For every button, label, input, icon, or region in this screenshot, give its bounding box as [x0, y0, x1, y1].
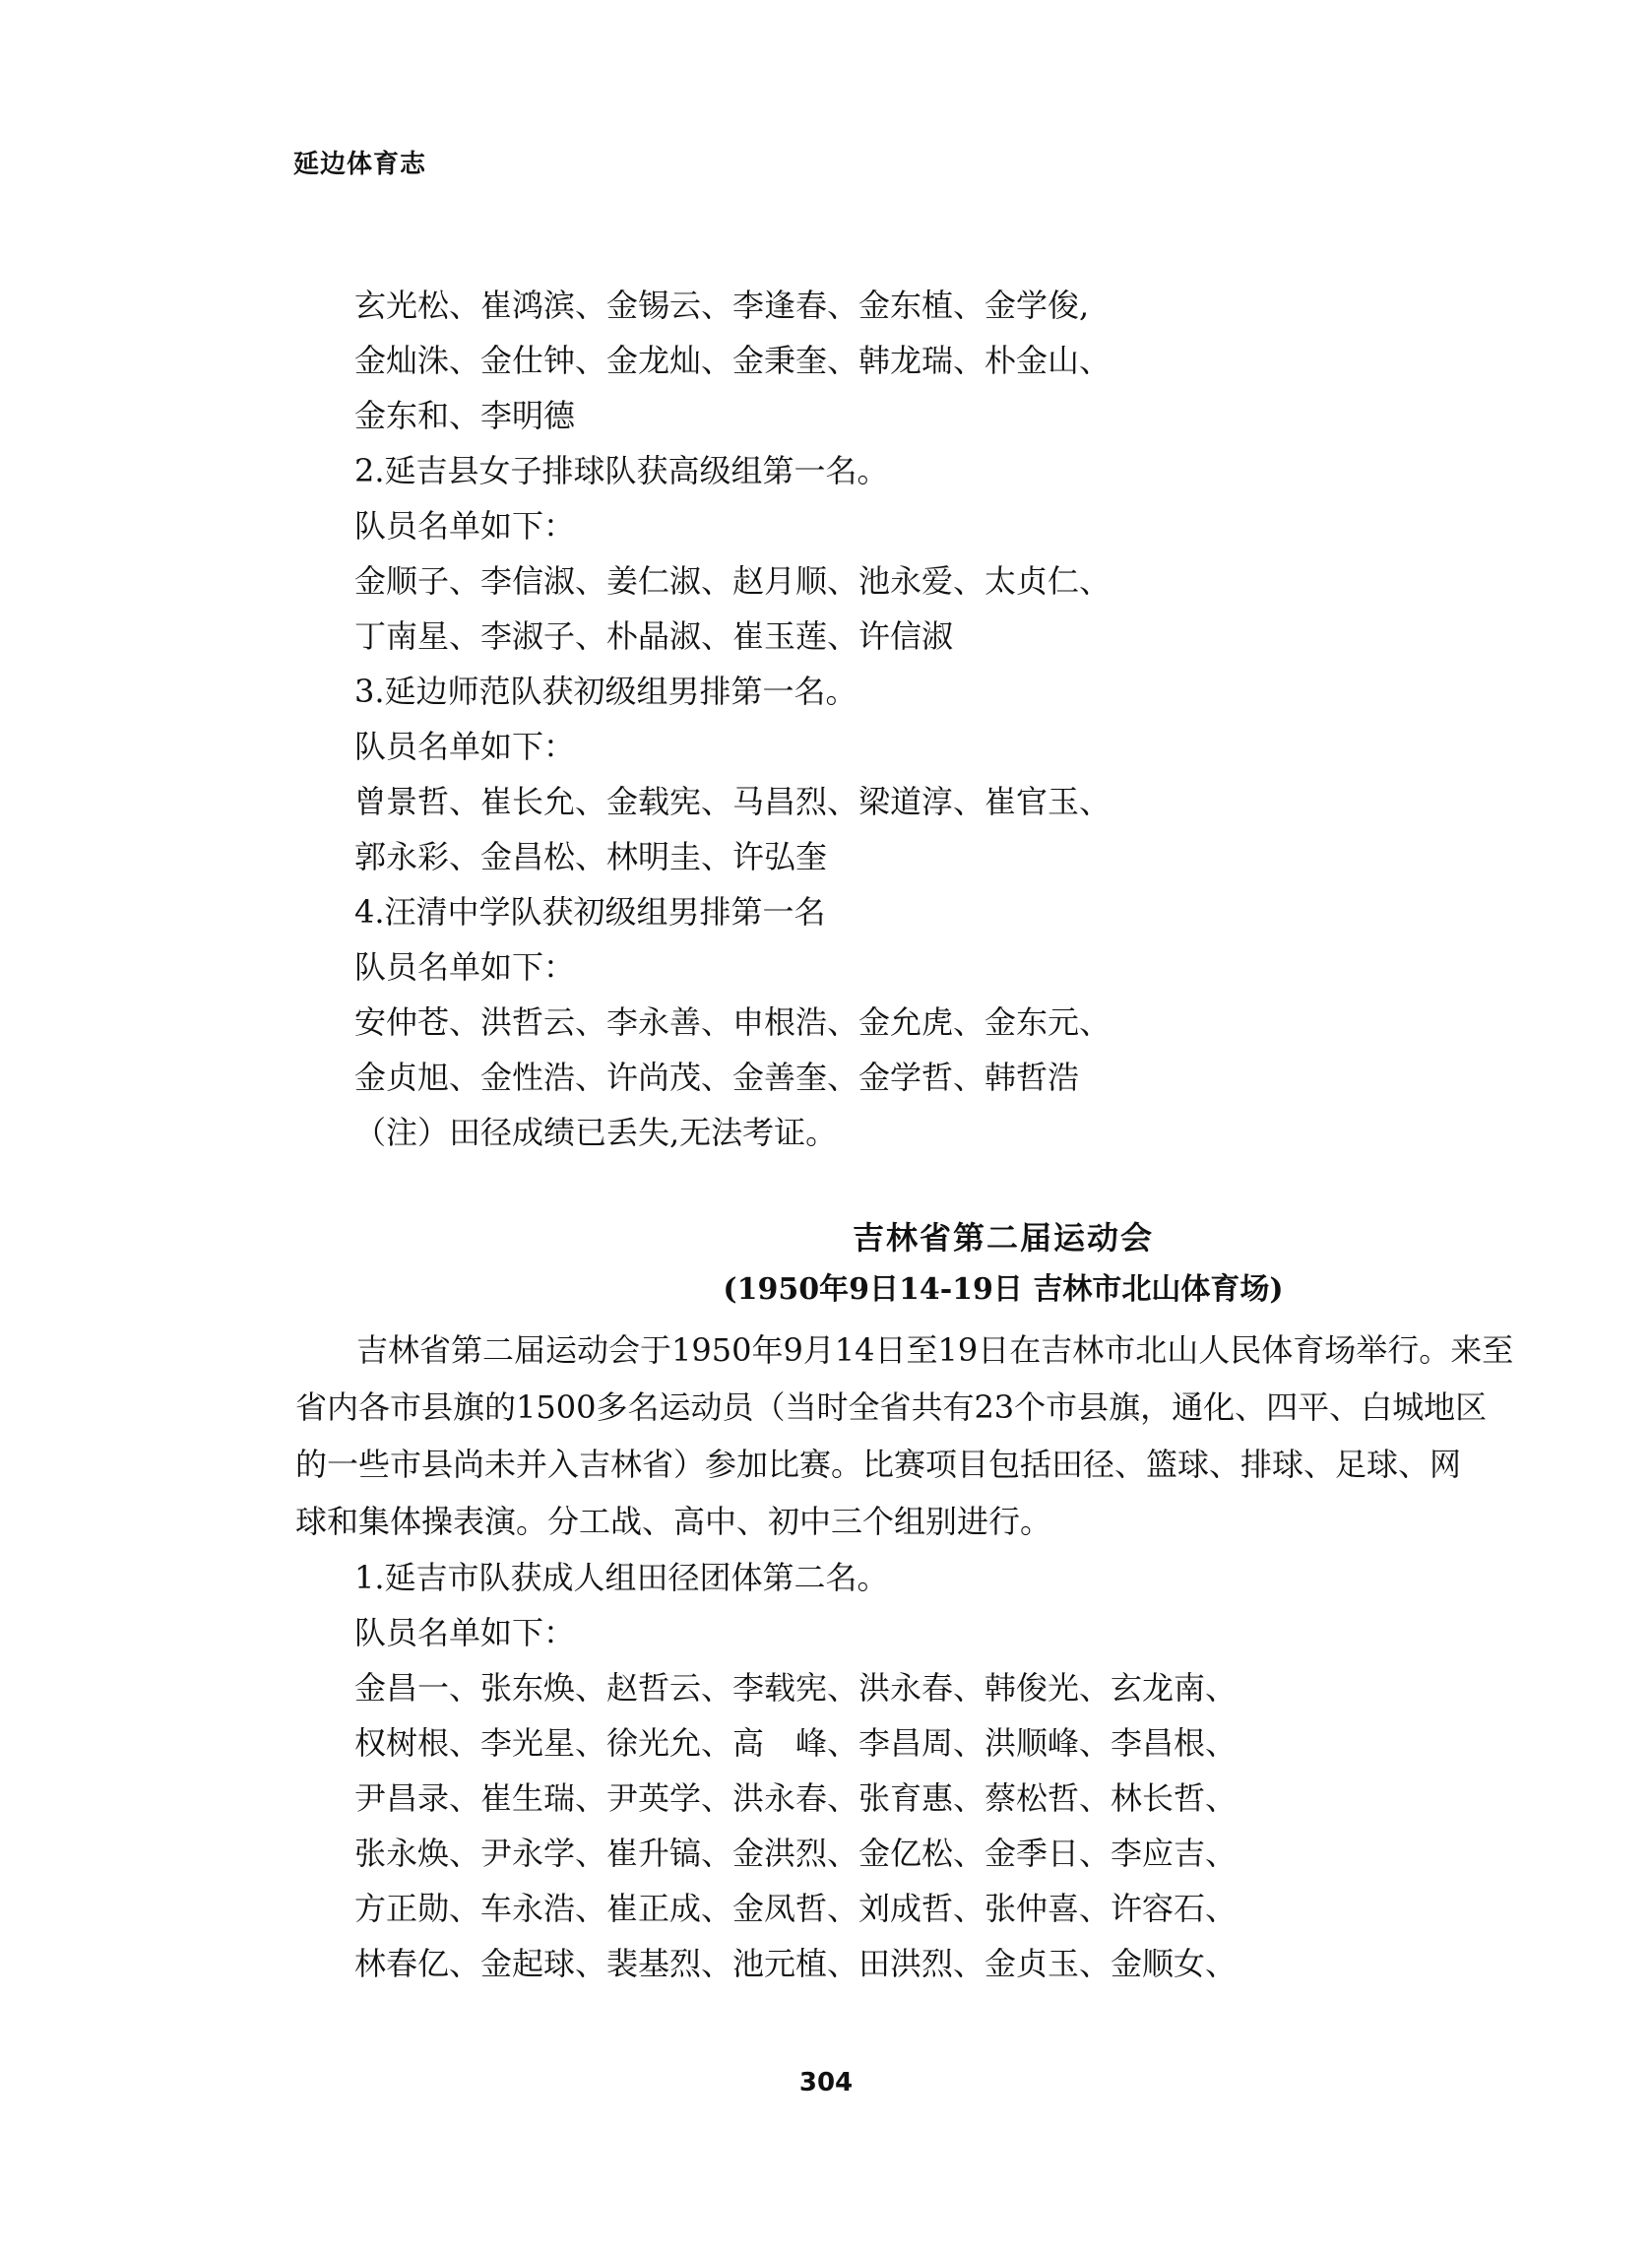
section-subtitle: (1950年9日14-19日 吉林市北山体育场) [723, 1272, 1284, 1307]
text-line: 金灿洙、金仕钟、金龙灿、金秉奎、韩龙瑞、朴金山、 [354, 342, 1112, 379]
paragraph-line: 球和集体操表演。分工战、高中、初中三个组别进行。 [295, 1503, 1052, 1540]
text-line: 队员名单如下： [354, 728, 576, 765]
text-line: 金东和、李明德 [354, 397, 576, 434]
paragraph-line: 的一些市县尚未并入吉林省）参加比赛。比赛项目包括田径、篮球、排球、足球、网 [295, 1446, 1462, 1483]
text-line: 2.延吉县女子排球队获高级组第一名。 [354, 452, 889, 489]
text-line: （注）田径成绩已丢失,无法考证。 [354, 1114, 838, 1151]
paragraph-line: 省内各市县旗的1500多名运动员（当时全省共有23个市县旗，通化、四平、白城地区 [295, 1388, 1488, 1426]
text-line: 权树根、李光星、徐光允、高 峰、李昌周、洪顺峰、李昌根、 [354, 1724, 1238, 1762]
section-title: 吉林省第二届运动会 [852, 1219, 1154, 1257]
text-line: 队员名单如下： [354, 1614, 576, 1651]
section1-roster [354, 278, 1357, 1160]
text-line: 金昌一、张东焕、赵哲云、李载宪、洪永春、韩俊光、玄龙南、 [354, 1669, 1238, 1707]
text-line: 1.延吉市队获成人组田径团体第二名。 [354, 1559, 889, 1596]
text-line: 张永焕、尹永学、崔升镐、金洪烈、金亿松、金季日、李应吉、 [354, 1835, 1238, 1872]
text-line: 3.延边师范队获初级组男排第一名。 [354, 673, 858, 710]
text-line: 曾景哲、崔长允、金载宪、马昌烈、梁道淳、崔官玉、 [354, 783, 1112, 820]
text-line: 郭永彩、金昌松、林明圭、许弘奎 [354, 838, 828, 875]
text-line: 丁南星、李淑子、朴晶淑、崔玉莲、许信淑 [354, 617, 954, 655]
page-number: 304 [798, 2068, 854, 2097]
text-line: 金贞旭、金性浩、许尚茂、金善奎、金学哲、韩哲浩 [354, 1059, 1080, 1096]
text-line: 队员名单如下： [354, 948, 576, 986]
text-line: 方正勋、车永浩、崔正成、金凤哲、刘成哲、张仲喜、许容石、 [354, 1890, 1238, 1927]
section2-paragraph [295, 1322, 1514, 1550]
text-line: 玄光松、崔鸿滨、金锡云、李逢春、金东植、金学俊, [354, 287, 1090, 324]
running-header: 延边体育志 [293, 150, 427, 179]
text-line: 安仲苍、洪哲云、李永善、申根浩、金允虎、金东元、 [354, 1003, 1112, 1041]
text-line: 4.汪清中学队获初级组男排第一名 [354, 893, 826, 931]
text-line: 金顺子、李信淑、姜仁淑、赵月顺、池永爱、太贞仁、 [354, 562, 1112, 600]
section2-roster [354, 1550, 1455, 1991]
text-line: 林春亿、金起球、裴基烈、池元植、田洪烈、金贞玉、金顺女、 [354, 1945, 1238, 1982]
text-line: 队员名单如下： [354, 507, 576, 545]
text-line: 尹昌录、崔生瑞、尹英学、洪永春、张育惠、蔡松哲、林长哲、 [354, 1779, 1238, 1817]
paragraph-line: 吉林省第二届运动会于1950年9月14日至19日在吉林市北山人民体育场举行。来至 [356, 1331, 1514, 1369]
